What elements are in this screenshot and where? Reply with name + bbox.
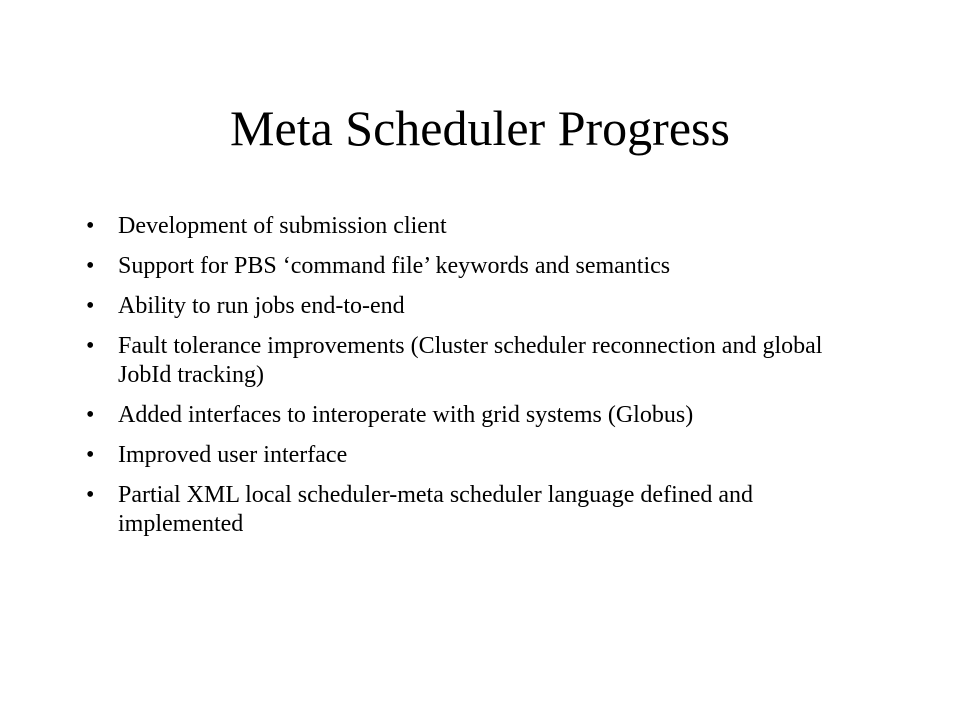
bullet-item	[78, 332, 878, 390]
bullet-text: Improved user interface	[118, 442, 348, 468]
bullet-icon: •	[86, 253, 95, 279]
slide-title: Meta Scheduler Progress	[230, 100, 730, 156]
bullet-text: Ability to run jobs end-to-end	[118, 293, 405, 319]
bullet-icon: •	[86, 442, 95, 468]
bullet-icon: •	[86, 293, 95, 319]
bullet-item	[78, 441, 878, 470]
bullet-item	[78, 212, 878, 241]
bullet-text: Fault tolerance improvements (Cluster scheduler reconnection and global JobId tracking)	[118, 333, 823, 388]
bullet-text: Development of submission client	[118, 213, 447, 239]
bullet-icon: •	[86, 213, 95, 239]
bullet-item	[78, 292, 878, 321]
bullet-text: Support for PBS ‘command file’ keywords and semantics	[118, 253, 671, 279]
bullet-icon: •	[86, 482, 95, 508]
bullet-icon: •	[86, 333, 95, 359]
bullet-text: Partial XML local scheduler-meta scheduler language defined and implemented	[118, 482, 754, 537]
bullet-item	[78, 481, 878, 539]
bullet-text: Added interfaces to interoperate with grid systems (Globus)	[118, 402, 694, 428]
bullet-icon: •	[86, 402, 95, 428]
bullet-item	[78, 401, 878, 430]
bullet-list	[78, 212, 878, 550]
bullet-item	[78, 252, 878, 281]
